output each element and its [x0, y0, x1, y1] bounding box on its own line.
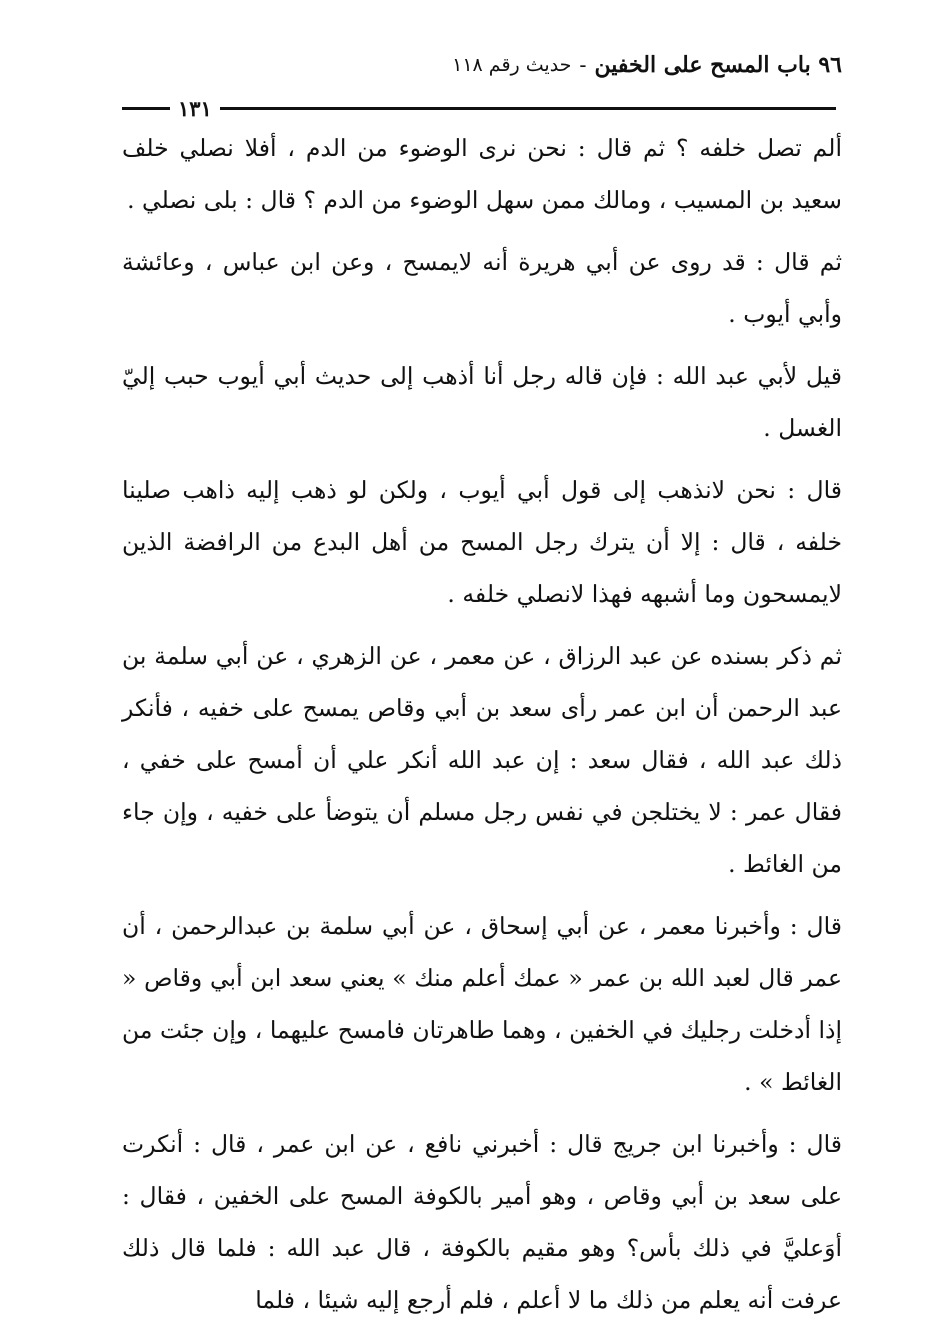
hadith-number: حديث رقم ١١٨: [452, 54, 572, 76]
paragraph: قال : نحن لانذهب إلى قول أبي أيوب ، ولكن لو ذهب إليه ذاهب صلينا خلفه ، قال : إلا أن يترك رجل المسح من أهل البدع من الرافضة الذين لايمسحون وما أشبهه فهذا لانصلي خلفه .: [122, 476, 842, 608]
paragraph: قيل لأبي عبد الله : فإن قاله رجل أنا أذهب إلى حديث أبي أيوب حبب إليّ الغسل .: [122, 362, 842, 442]
rule-left-segment: [122, 107, 170, 110]
paragraph: ثم قال : قد روى عن أبي هريرة أنه لايمسح ، وعن ابن عباس ، وعائشة وأبي أيوب .: [122, 248, 842, 328]
header-separator: -: [579, 53, 587, 77]
header-title-group: [452, 52, 842, 78]
paragraph: ألم تصل خلفه ؟ ثم قال : نحن نرى الوضوء من الدم ، أفلا نصلي خلف سعيد بن المسيب ، ومالك ممن سهل الوضوء من الدم ؟ قال : بلى نصلي .: [122, 134, 842, 214]
rule-right-segment: [220, 107, 836, 110]
paragraph: قال : وأخبرنا معمر ، عن أبي إسحاق ، عن أبي سلمة بن عبدالرحمن ، أن عمر قال لعبد الله بن عمر « عمك أعلم منك » يعني سعد ابن أبي وقاص « إذا أدخلت رجليك في الخفين ، وهما طاهرتان فامسح عليهما ، وإن جئت من الغائط » .: [122, 912, 842, 1096]
chapter-title: ٩٦ باب المسح على الخفين: [594, 52, 842, 78]
header-rule: [122, 96, 842, 121]
page-number: ١٣١: [178, 96, 212, 121]
paragraph: قال : وأخبرنا ابن جريج قال : أخبرني نافع ، عن ابن عمر ، قال : أنكرت على سعد بن أبي وقاص ، وهو أمير بالكوفة المسح على الخفين ، فقال : أوَعليَّ في ذلك بأس؟ وهو مقيم بالكوفة ، قال عبد الله : فلما قال ذلك عرفت أنه يعلم من ذلك ما لا أعلم ، فلم أرجع إليه شيئا ، فلما: [122, 1130, 842, 1314]
book-page: [122, 52, 842, 1336]
running-header: [122, 52, 842, 96]
page-body: [122, 122, 842, 1326]
paragraph: ثم ذكر بسنده عن عبد الرزاق ، عن معمر ، عن الزهري ، عن أبي سلمة بن عبد الرحمن أن ابن عمر رأى سعد بن أبي وقاص يمسح على خفيه ، فأنكر ذلك عبد الله ، فقال سعد : إن عبد الله أنكر علي أن أمسح على خفي ، فقال عمر : لا يختلجن في نفس رجل مسلم أن يتوضأ على خفيه ، وإن جاء من الغائط .: [122, 642, 842, 878]
header-rule-row: [122, 96, 836, 121]
